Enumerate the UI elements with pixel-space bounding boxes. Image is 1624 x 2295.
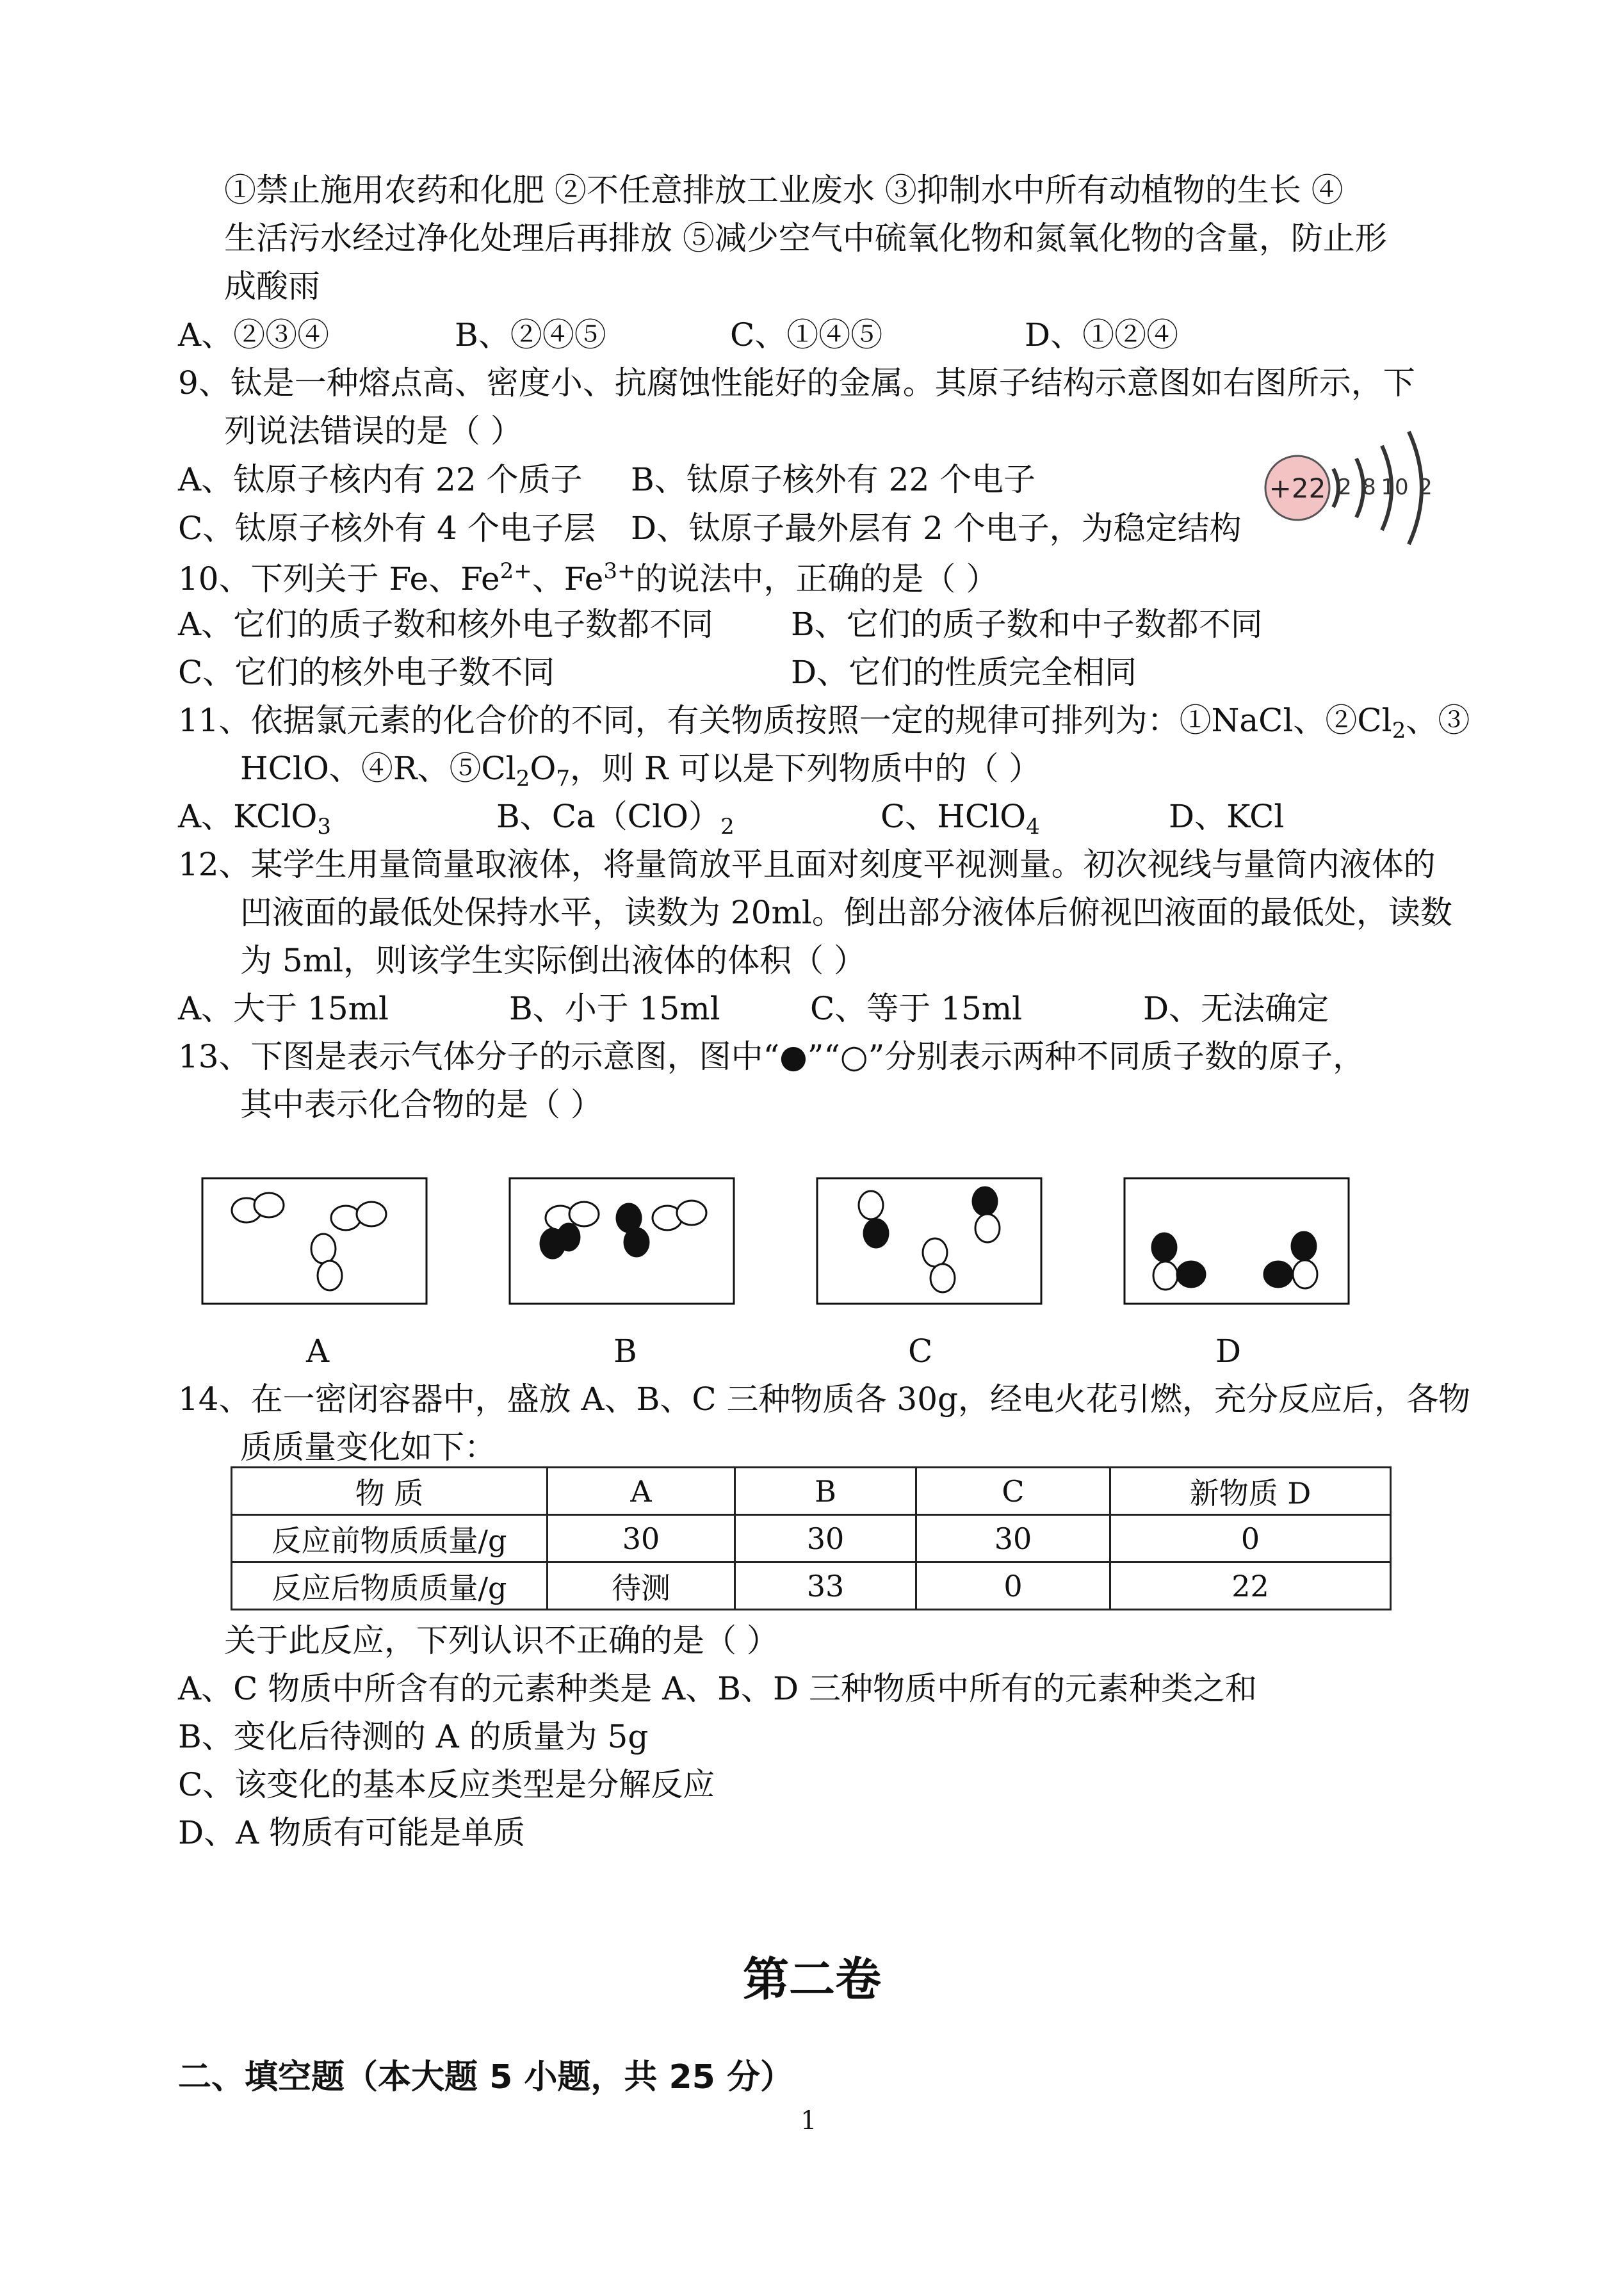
q14-option-a: A、C 物质中所含有的元素种类是 A、B、D 三种物质中所有的元素种类之和 (178, 1670, 1257, 1707)
q10-option-b: B、它们的质子数和中子数都不同 (791, 606, 1263, 643)
table-header-cell: 新物质 D (1110, 1468, 1391, 1515)
atom-shell-4: 2 (1418, 474, 1433, 500)
diagram-label-c: C (908, 1333, 933, 1370)
section-heading: 二、填空题（本大题 5 小题，共 25 分） (178, 2058, 793, 2096)
q11-stem-line-2: HClO、④R、$⑤Cl_2O_7$，则 R 可以是下列物质中的（ ） (240, 750, 1041, 791)
q12-option-c: C、等于 15ml (810, 990, 1023, 1027)
table-row (232, 1515, 1391, 1562)
table-header-cell: A (548, 1468, 735, 1515)
table-row (232, 1562, 1391, 1610)
section-title: 第二卷 (742, 1952, 881, 2006)
table-cell: 反应前物质质量/g (232, 1515, 548, 1562)
q14-stem-line-2: 质质量变化如下： (240, 1429, 496, 1466)
table-cell: 22 (1110, 1562, 1391, 1610)
q10-stem: 10、下列关于 Fe、$Fe^{2+}$、$Fe^{3+}$的说法中，正确的是（ ） (178, 558, 998, 597)
table-cell: 33 (735, 1562, 916, 1610)
q8-line-1: ①禁止施用农药和化肥 ②不任意排放工业废水 ③抑制水中所有动植物的生长 ④ (224, 172, 1344, 209)
table-header-cell: C (916, 1468, 1110, 1515)
diagram-label-b: B (613, 1333, 637, 1370)
q9-stem-line-2: 列说法错误的是（ ） (224, 412, 523, 450)
q12-stem-line-1: 12、某学生用量筒量取液体，将量筒放平且面对刻度平视测量。初次视线与量筒内液体的 (178, 846, 1436, 883)
table-header-cell: 物 质 (232, 1468, 548, 1515)
q11-option-c: C、HClO$_4$ (881, 798, 1040, 839)
q8-option-b: B、②④⑤ (455, 316, 606, 353)
q13-stem-line-2: 其中表示化合物的是（ ） (240, 1086, 603, 1123)
q14-option-d: D、A 物质有可能是单质 (178, 1814, 526, 1851)
q12-stem-line-3: 为 5ml，则该学生实际倒出液体的体积（ ） (240, 942, 866, 979)
atom-nucleus-charge: +22 (1269, 473, 1326, 504)
q11-option-d: D、KCl (1169, 798, 1285, 835)
q10-option-d: D、它们的性质完全相同 (791, 654, 1137, 691)
q11-stem-line-1: 11、依据氯元素的化合价的不同，有关物质按照一定的规律可排列为：①NaCl、$②Cl_2$、③ (178, 702, 1470, 743)
q11-option-b: B、$Ca(ClO)_2$ (496, 798, 735, 839)
q10-option-a: A、它们的质子数和核外电子数都不同 (178, 606, 714, 643)
table-cell: 反应后物质质量/g (232, 1562, 548, 1610)
titanium-atom-diagram (1255, 423, 1460, 564)
q12-stem-line-2: 凹液面的最低处保持水平，读数为 20ml。倒出部分液体后俯视凹液面的最低处，读数 (240, 894, 1452, 931)
table-cell: 待测 (548, 1562, 735, 1610)
table-cell: 30 (916, 1515, 1110, 1562)
table-cell: 0 (1110, 1515, 1391, 1562)
q9-option-d: D、钛原子最外层有 2 个电子，为稳定结构 (631, 510, 1242, 547)
table-header-cell: B (735, 1468, 916, 1515)
q8-option-d: D、①②④ (1025, 316, 1179, 353)
atom-shell-2: 8 (1362, 474, 1376, 500)
diagram-label-a: A (306, 1333, 330, 1370)
q14-stem-line-1: 14、在一密闭容器中，盛放 A、B、C 三种物质各 30g，经电火花引燃，充分反应后，各物 (178, 1381, 1471, 1418)
q9-option-c: C、钛原子核外有 4 个电子层 (178, 510, 596, 547)
q8-line-3: 成酸雨 (224, 268, 320, 305)
q12-option-a: A、大于 15ml (178, 990, 389, 1027)
q10-option-c: C、它们的核外电子数不同 (178, 654, 555, 691)
q8-option-a: A、②③④ (178, 316, 330, 353)
q8-option-c: C、①④⑤ (730, 316, 883, 353)
table-cell: 30 (735, 1515, 916, 1562)
q11-option-a: A、KClO$_3$ (178, 798, 331, 839)
page-number: 1 (800, 2106, 817, 2136)
molecule-diagrams (192, 1165, 1377, 1377)
q9-stem-line-1: 9、钛是一种熔点高、密度小、抗腐蚀性能好的金属。其原子结构示意图如右图所示，下 (178, 364, 1415, 401)
q13-stem-line-1: 13、下图是表示气体分子的示意图，图中“●”“○”分别表示两种不同质子数的原子， (178, 1038, 1365, 1075)
q14-option-b: B、变化后待测的 A 的质量为 5g (178, 1718, 649, 1755)
q9-option-a: A、钛原子核内有 22 个质子 (178, 461, 583, 498)
atom-shell-3: 10 (1381, 474, 1409, 500)
atom-shell-1: 2 (1338, 474, 1352, 500)
mass-change-table (231, 1466, 1392, 1610)
q8-line-2: 生活污水经过净化处理后再排放 ⑤减少空气中硫氧化物和氮氧化物的含量，防止形 (224, 220, 1387, 257)
q12-option-d: D、无法确定 (1143, 990, 1329, 1027)
table-cell: 30 (548, 1515, 735, 1562)
q9-option-b: B、钛原子核外有 22 个电子 (631, 461, 1036, 498)
diagram-label-d: D (1215, 1333, 1242, 1370)
table-cell: 0 (916, 1562, 1110, 1610)
table-header-row (232, 1468, 1391, 1515)
q12-option-b: B、小于 15ml (509, 990, 720, 1027)
q14-option-c: C、该变化的基本反应类型是分解反应 (178, 1766, 715, 1803)
q14-question: 关于此反应，下列认识不正确的是（ ） (224, 1622, 779, 1659)
